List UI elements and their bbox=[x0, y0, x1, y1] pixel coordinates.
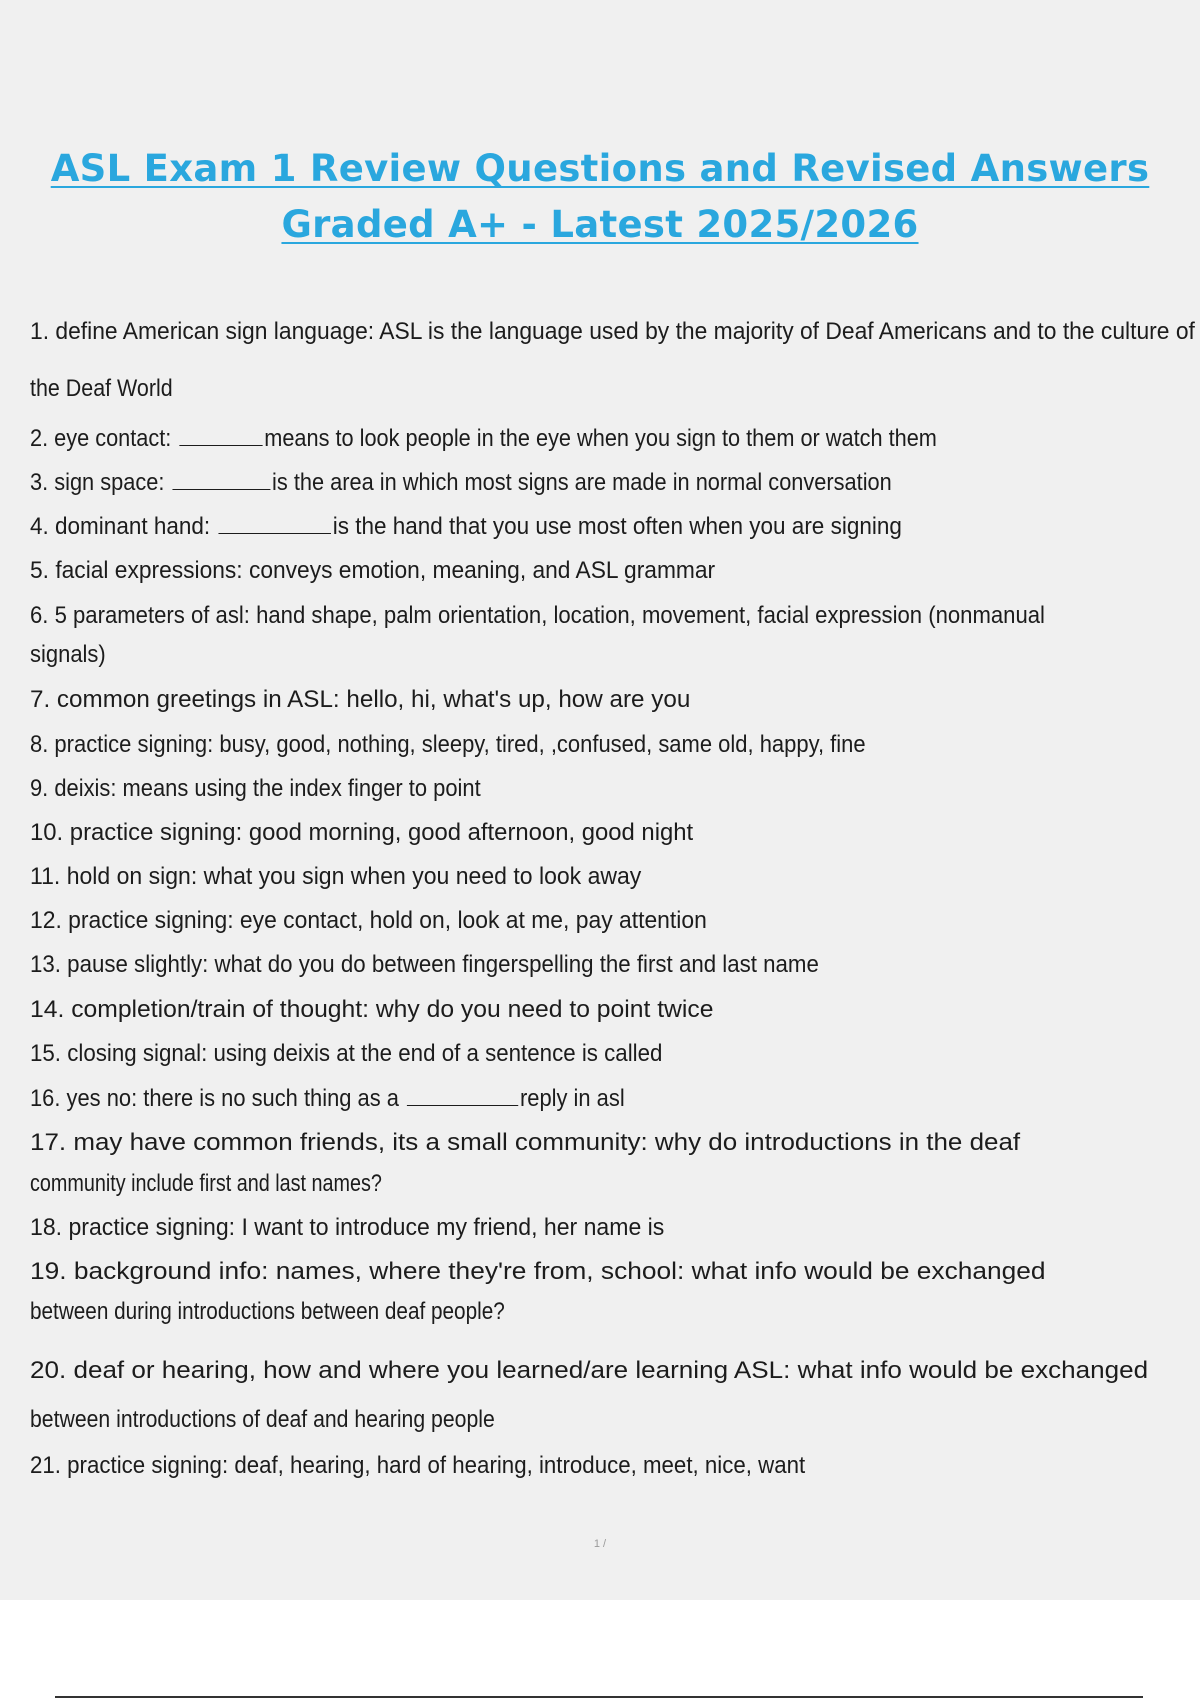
item-text: practice signing: eye contact, hold on, look at me, pay attention bbox=[68, 907, 707, 934]
item-text: practice signing: busy, good, nothing, sleepy, tired, ,confused, same old, happy, fine bbox=[54, 731, 866, 758]
item-number: 19. bbox=[30, 1258, 67, 1285]
item-number: 12. bbox=[30, 907, 62, 934]
question-item-continuation bbox=[30, 375, 173, 403]
item-number: 15. bbox=[30, 1040, 62, 1067]
item-text: pause slightly: what do you do between fingerspelling the first and last name bbox=[67, 951, 819, 978]
item-text: define American sign language: ASL is the language used by the majority of Deaf Americans and to the culture of bbox=[55, 318, 1195, 345]
question-item-continuation bbox=[30, 1298, 505, 1326]
item-text: background info: names, where they're from, school: what info would be exchanged bbox=[73, 1258, 1046, 1285]
item-number: 17. bbox=[30, 1129, 67, 1156]
question-item bbox=[30, 863, 641, 891]
item-number: 13. bbox=[30, 951, 61, 978]
question-item-continuation bbox=[30, 1406, 495, 1434]
footer-divider bbox=[55, 1696, 1143, 1698]
question-item bbox=[30, 1214, 664, 1242]
question-item bbox=[30, 1040, 662, 1068]
question-item bbox=[30, 513, 902, 541]
item-text: between during introductions between deaf people? bbox=[30, 1298, 505, 1325]
item-text: practice signing: deaf, hearing, hard of hearing, introduce, meet, nice, want bbox=[67, 1452, 806, 1479]
question-item bbox=[30, 1452, 805, 1480]
item-text: deaf or hearing, how and where you learned/are learning ASL: what info would be exchanged bbox=[73, 1357, 1149, 1384]
item-text: signals) bbox=[30, 641, 106, 668]
page-number: 1 / bbox=[593, 1538, 607, 1550]
question-item-continuation bbox=[30, 1170, 382, 1198]
question-item bbox=[30, 951, 819, 979]
question-item bbox=[30, 469, 892, 497]
question-item bbox=[30, 819, 693, 847]
item-number: 3. bbox=[30, 469, 49, 496]
item-text: facial expressions: conveys emotion, meaning, and ASL grammar bbox=[55, 557, 716, 584]
item-number: 8. bbox=[30, 731, 49, 758]
item-number: 1. bbox=[30, 318, 50, 345]
title-text-1: ASL Exam 1 Review Questions and Revised Answers bbox=[50, 147, 1150, 190]
item-text: practice signing: good morning, good afternoon, good night bbox=[69, 819, 694, 846]
item-answer-text: is the hand that you use most often when you are signing bbox=[332, 513, 902, 540]
item-number: 10. bbox=[30, 819, 64, 846]
question-item-continuation bbox=[30, 641, 106, 669]
item-number: 20. bbox=[30, 1357, 67, 1384]
item-number: 7. bbox=[30, 686, 51, 713]
question-item bbox=[30, 1085, 625, 1113]
question-item bbox=[30, 1357, 1148, 1385]
item-answer-text: means to look people in the eye when you sign to them or watch them bbox=[264, 425, 937, 452]
item-text: deixis: means using the index finger to point bbox=[54, 775, 481, 802]
fill-in-blank bbox=[172, 469, 270, 490]
question-item bbox=[30, 686, 690, 714]
question-item bbox=[30, 318, 1195, 346]
question-item bbox=[30, 1129, 1020, 1157]
question-item bbox=[30, 557, 715, 585]
question-item bbox=[30, 731, 866, 759]
document-title-line-2 bbox=[0, 203, 1200, 246]
item-text: common greetings in ASL: hello, hi, what's up, how are you bbox=[56, 686, 691, 713]
item-answer-text: reply in asl bbox=[519, 1085, 625, 1112]
item-text: sign space: bbox=[54, 469, 165, 496]
item-text: 5 parameters of asl: hand shape, palm orientation, location, movement, facial expression (nonmanual bbox=[54, 602, 1045, 629]
item-answer-text: is the area in which most signs are made in normal conversation bbox=[272, 469, 892, 496]
document-title-line-1 bbox=[0, 147, 1200, 190]
question-item bbox=[30, 775, 481, 803]
item-text: closing signal: using deixis at the end of a sentence is called bbox=[67, 1040, 663, 1067]
item-text: dominant hand: bbox=[55, 513, 211, 540]
item-text: completion/train of thought: why do you need to point twice bbox=[71, 996, 714, 1023]
item-number: 14. bbox=[30, 996, 65, 1023]
item-text: between introductions of deaf and hearing people bbox=[30, 1406, 495, 1433]
question-item bbox=[30, 602, 1045, 630]
item-number: 16. bbox=[30, 1085, 61, 1112]
question-item bbox=[30, 907, 707, 935]
item-text: practice signing: I want to introduce my friend, her name is bbox=[68, 1214, 665, 1241]
item-text: the Deaf World bbox=[30, 375, 173, 402]
item-number: 2. bbox=[30, 425, 49, 452]
item-text: yes no: there is no such thing as a bbox=[66, 1085, 399, 1112]
title-text-2: Graded A+ - Latest 2025/2026 bbox=[281, 203, 919, 246]
item-text: community include first and last names? bbox=[30, 1170, 382, 1197]
item-number: 11. bbox=[30, 863, 61, 890]
item-number: 6. bbox=[30, 602, 49, 629]
question-item bbox=[30, 996, 713, 1024]
question-item bbox=[30, 425, 937, 453]
item-number: 5. bbox=[30, 557, 49, 584]
fill-in-blank bbox=[218, 513, 331, 534]
fill-in-blank bbox=[179, 425, 262, 446]
item-text: eye contact: bbox=[54, 425, 172, 452]
item-number: 9. bbox=[30, 775, 49, 802]
item-text: may have common friends, its a small community: why do introductions in the deaf bbox=[73, 1129, 1021, 1156]
item-number: 4. bbox=[30, 513, 49, 540]
question-item bbox=[30, 1258, 1046, 1286]
item-number: 18. bbox=[30, 1214, 63, 1241]
fill-in-blank bbox=[407, 1085, 518, 1106]
item-text: hold on sign: what you sign when you need to look away bbox=[66, 863, 642, 890]
item-number: 21. bbox=[30, 1452, 61, 1479]
